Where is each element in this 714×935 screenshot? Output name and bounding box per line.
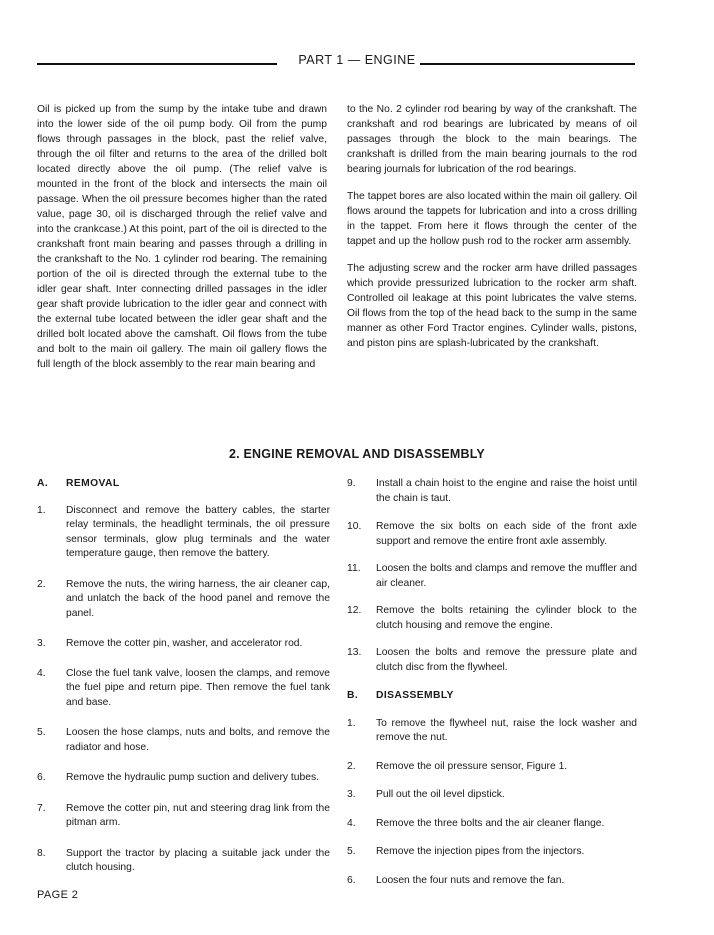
header-title: PART 1 — ENGINE xyxy=(294,53,419,67)
step-text: Close the fuel tank valve, loosen the clamps, and remove the fuel pipe and return pipe. Then remove the fuel tank and base. xyxy=(66,667,330,708)
step-number: 2. xyxy=(37,578,46,590)
subsection-heading: DISASSEMBLY xyxy=(376,690,454,701)
step-text: Loosen the four nuts and remove the fan. xyxy=(376,874,565,886)
step-number: 11. xyxy=(347,563,361,574)
intro-paragraph: Oil is picked up from the sump by the intake tube and drawn into the lower side of the oil pump body. Oil from the pump flows through passages in the block, past the relief valve, through the oil filter and returns to the area of the drilled bolt located directly above the oil pump. (The relief valve is mounted in the front of the block and intersects the main oil passage. When the oil pressure becomes higher than the rated value, page 30, oil is discharged through the relief valve and into the crankcase.) At this point, part of the oil is directed to the crankshaft front main bearing and passes through a drilling in the crankshaft to the No. 1 cylinder rod bearing. The remaining portion of the oil is directed through the external tube to the idler gear shaft. Inter connecting drilled passages in the idler gear shaft provide lubrication to the idler gear and connect with the external tube located between the idler gear shaft and the drilled bolt located above the camshaft. Oil flows from the tube and bolt to the main oil gallery. The main oil gallery flows the full length of the block assembly to the rear main bearing and xyxy=(37,104,327,370)
step-number: 4. xyxy=(347,817,356,829)
step-text: Remove the cotter pin, nut and steering drag link from the pitman arm. xyxy=(66,802,330,828)
step-text: Remove the bolts retaining the cylinder block to the clutch housing and remove the engine. xyxy=(376,605,637,631)
page-number: PAGE 2 xyxy=(37,889,79,901)
step-text: Disconnect and remove the battery cables, the starter relay terminals, the headlight terminals, the oil pressure sensor terminals, glow plug terminals and the water temperature gauge, then remove the battery. xyxy=(66,504,330,559)
step-number: 13. xyxy=(347,647,362,658)
step-number: 9. xyxy=(347,478,356,489)
page-header xyxy=(0,53,714,67)
step-number: 7. xyxy=(37,802,46,814)
list-item xyxy=(347,520,637,549)
list-item xyxy=(347,646,637,675)
step-number: 5. xyxy=(37,727,46,738)
step-number: 2. xyxy=(347,760,356,772)
step-text: Pull out the oil level dipstick. xyxy=(376,789,505,800)
step-number: 8. xyxy=(37,847,46,859)
list-item xyxy=(347,562,637,591)
list-item xyxy=(347,477,637,506)
intro-paragraph: The adjusting screw and the rocker arm have drilled passages which provide pressurized lubrication to the rocker arm shaft. Controlled oil leakage at this point lubricates the valve stems. Oil flows from the top of the head back to the sump in the same manner as other Ford Tractor engines. Cylinder walls, pistons, and piston pins are splash-lubricated by the crankshaft. xyxy=(347,263,637,349)
list-item xyxy=(37,726,330,755)
list-item xyxy=(37,802,330,831)
list-item xyxy=(347,717,637,746)
step-text: Loosen the hose clamps, nuts and bolts, and remove the radiator and hose. xyxy=(66,727,330,753)
list-item xyxy=(37,637,330,652)
intro-paragraph: to the No. 2 cylinder rod bearing by way of the crankshaft. The crankshaft and rod bearings are lubricated by means of oil passages through the block to the main bearings. The crankshaft is drilled from the main bearing journals to the rod bearing journals for lubrication of the rod bearings. xyxy=(347,104,637,175)
disassembly-heading xyxy=(347,689,637,704)
list-item xyxy=(347,788,637,803)
step-text: Remove the six bolts on each side of the front axle support and remove the entire front axle assembly. xyxy=(376,521,637,547)
list-item xyxy=(37,578,330,622)
step-number: 4. xyxy=(37,667,46,679)
step-number: 3. xyxy=(37,638,46,649)
subsection-heading: REMOVAL xyxy=(66,478,120,489)
step-number: 5. xyxy=(347,846,356,857)
removal-list-left xyxy=(37,477,330,876)
section-letter: A. xyxy=(37,478,49,489)
step-text: Remove the cotter pin, washer, and accelerator rod. xyxy=(66,638,303,649)
step-number: 3. xyxy=(347,789,356,800)
step-text: Remove the injection pipes from the injectors. xyxy=(376,846,585,857)
step-text: To remove the flywheel nut, raise the lock washer and remove the nut. xyxy=(376,717,637,743)
list-item xyxy=(347,817,637,832)
list-item xyxy=(37,847,330,876)
removal-list-right xyxy=(347,477,637,888)
list-item xyxy=(347,760,637,775)
section-letter: B. xyxy=(347,690,359,701)
intro-right-column xyxy=(347,102,637,363)
list-item xyxy=(37,667,330,711)
step-text: Remove the three bolts and the air cleaner flange. xyxy=(376,817,605,829)
step-text: Loosen the bolts and remove the pressure plate and clutch disc from the flywheel. xyxy=(376,647,637,673)
list-item xyxy=(37,504,330,562)
list-item xyxy=(37,771,330,786)
step-text: Remove the hydraulic pump suction and delivery tubes. xyxy=(66,772,319,783)
step-number: 6. xyxy=(37,772,46,783)
step-text: Loosen the bolts and clamps and remove the muffler and air cleaner. xyxy=(376,563,637,589)
intro-left-column xyxy=(37,102,327,384)
list-item xyxy=(347,604,637,633)
step-text: Support the tractor by placing a suitable jack under the clutch housing. xyxy=(66,847,330,873)
step-text: Remove the nuts, the wiring harness, the air cleaner cap, and unlatch the back of the hood panel and remove the panel. xyxy=(66,578,330,619)
section-title: 2. ENGINE REMOVAL AND DISASSEMBLY xyxy=(229,447,485,461)
step-text: Remove the oil pressure sensor, Figure 1. xyxy=(376,760,568,772)
step-number: 12. xyxy=(347,605,362,616)
list-item xyxy=(347,845,637,860)
step-number: 10. xyxy=(347,521,362,532)
removal-heading xyxy=(37,477,330,492)
step-number: 1. xyxy=(37,504,46,516)
list-item xyxy=(347,874,637,889)
step-number: 1. xyxy=(347,717,356,729)
intro-paragraph: The tappet bores are also located within the main oil gallery. Oil flows around the tappets for lubrication and into a cross drilling in the tappet. From here it flows through the center of the tappet and up the hollow push rod to the rocker arm assembly. xyxy=(347,191,637,247)
step-number: 6. xyxy=(347,874,356,886)
step-text: Install a chain hoist to the engine and raise the hoist until the chain is taut. xyxy=(376,478,637,504)
